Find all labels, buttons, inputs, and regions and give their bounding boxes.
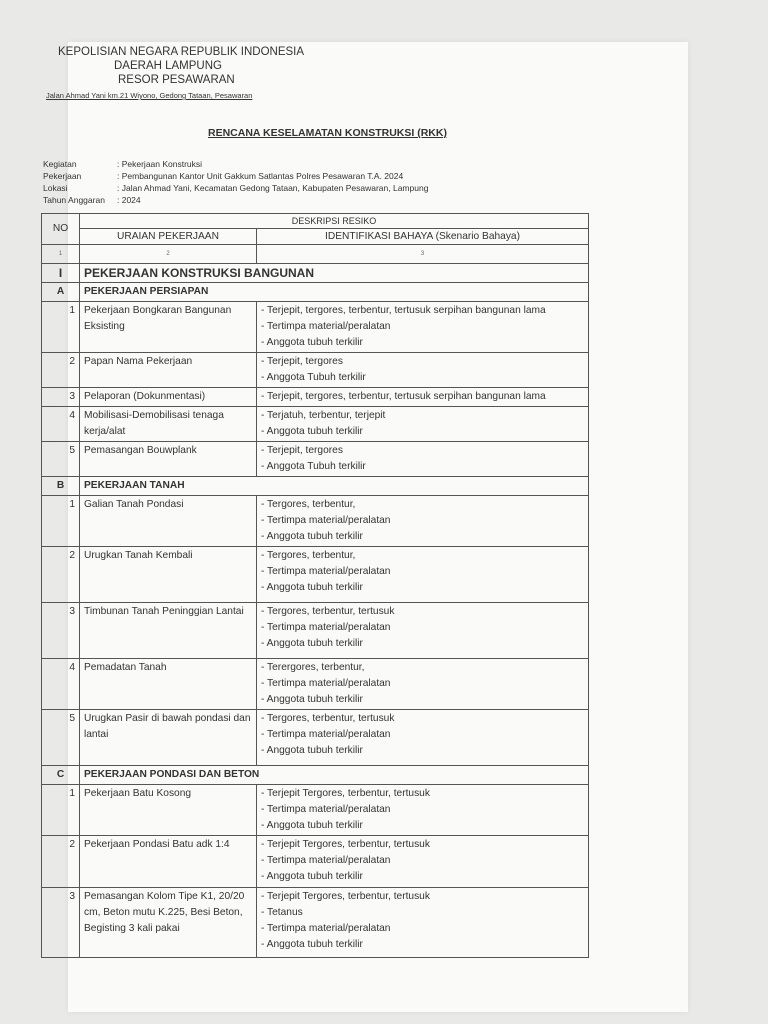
row-number: 2 <box>42 547 80 603</box>
hazard-item: - Terjepit, tergores <box>261 445 343 456</box>
col-identifikasi-header: IDENTIFIKASI BAHAYA (Skenario Bahaya) <box>257 229 589 245</box>
hazard-list <box>257 547 589 603</box>
hazard-list <box>257 353 589 388</box>
row-number: 2 <box>42 836 80 888</box>
group-row <box>42 477 589 496</box>
meta-label: Lokasi <box>43 183 68 193</box>
work-item: Pekerjaan Batu Kosong <box>80 785 257 836</box>
hazard-item: - Tergores, terbentur, <box>261 550 356 561</box>
hazard-item: - Tertimpa material/peralatan <box>261 923 391 934</box>
hazard-list <box>257 836 589 888</box>
document-title: RENCANA KESELAMATAN KONSTRUKSI (RKK) <box>208 127 447 139</box>
row-number: 4 <box>42 659 80 710</box>
group-letter: B <box>42 477 80 496</box>
meta-row <box>43 194 428 206</box>
col-no-header: NO <box>42 214 80 245</box>
meta-value: : 2024 <box>117 195 141 205</box>
table-row <box>42 603 589 659</box>
column-number-row <box>42 245 589 264</box>
work-item: Pemasangan Kolom Tipe K1, 20/20 cm, Beton mutu K.225, Besi Beton, Begisting 3 kali pakai <box>80 888 257 958</box>
table-row <box>42 888 589 958</box>
hazard-item: - Terjepit Tergores, terbentur, tertusuk <box>261 891 430 902</box>
row-number: 2 <box>42 353 80 388</box>
hazard-item: - Tergores, terbentur, <box>261 499 356 510</box>
hazard-item: - Tertimpa material/peralatan <box>261 622 391 633</box>
meta-label: Tahun Anggaran <box>43 195 105 205</box>
hazard-item: - Anggota tubuh terkilir <box>261 939 363 950</box>
hazard-item: - Terergores, terbentur, <box>261 662 365 673</box>
group-letter: A <box>42 283 80 302</box>
meta-row <box>43 158 428 170</box>
row-number: 1 <box>42 785 80 836</box>
work-item: Timbunan Tanah Peninggian Lantai <box>80 603 257 659</box>
table-row <box>42 547 589 603</box>
hazard-item: - Terjepit Tergores, terbentur, tertusuk <box>261 788 430 799</box>
risk-table <box>41 213 589 958</box>
hazard-item: - Anggota Tubuh terkilir <box>261 461 366 472</box>
hazard-item: - Tertimpa material/peralatan <box>261 729 391 740</box>
work-item: Galian Tanah Pondasi <box>80 496 257 547</box>
meta-row <box>43 182 428 194</box>
hazard-list <box>257 785 589 836</box>
hazard-item: - Anggota Tubuh terkilir <box>261 372 366 383</box>
hazard-list <box>257 888 589 958</box>
work-item: Pemadatan Tanah <box>80 659 257 710</box>
hazard-item: - Tertimpa material/peralatan <box>261 678 391 689</box>
hazard-item: - Anggota tubuh terkilir <box>261 871 363 882</box>
table-row <box>42 442 589 477</box>
section-number: I <box>42 264 80 283</box>
hazard-item: - Terjatuh, terbentur, terjepit <box>261 410 386 421</box>
row-number: 1 <box>42 496 80 547</box>
table-row <box>42 388 589 407</box>
hazard-list <box>257 496 589 547</box>
hazard-item: - Tertimpa material/peralatan <box>261 515 391 526</box>
work-item: Pekerjaan Bongkaran Bangunan Eksisting <box>80 302 257 353</box>
hazard-item: - Anggota tubuh terkilir <box>261 694 363 705</box>
column-number: 2 <box>80 245 257 264</box>
hazard-item: - Terjepit, tergores, terbentur, tertusuk serpihan bangunan lama <box>261 391 546 402</box>
table-row <box>42 407 589 442</box>
group-title: PEKERJAAN PERSIAPAN <box>80 283 589 302</box>
row-number: 3 <box>42 388 80 407</box>
work-item: Pelaporan (Dokunmentasi) <box>80 388 257 407</box>
hazard-item: - Anggota tubuh terkilir <box>261 531 363 542</box>
work-item: Urugkan Tanah Kembali <box>80 547 257 603</box>
table-row <box>42 496 589 547</box>
hazard-item: - Anggota tubuh terkilir <box>261 820 363 831</box>
row-number: 5 <box>42 442 80 477</box>
work-item: Papan Nama Pekerjaan <box>80 353 257 388</box>
letterhead <box>46 45 305 103</box>
group-title: PEKERJAAN PONDASI DAN BETON <box>80 766 589 785</box>
hazard-list <box>257 603 589 659</box>
table-header-row <box>42 214 589 229</box>
row-number: 3 <box>42 603 80 659</box>
meta-value: : Pekerjaan Konstruksi <box>117 159 203 169</box>
letterhead-line3: RESOR PESAWARAN <box>118 74 235 86</box>
table-row <box>42 659 589 710</box>
row-number: 4 <box>42 407 80 442</box>
group-row <box>42 766 589 785</box>
hazard-item: - Anggota tubuh terkilir <box>261 745 363 756</box>
hazard-list <box>257 710 589 766</box>
hazard-item: - Anggota tubuh terkilir <box>261 426 363 437</box>
hazard-item: - Terjepit, tergores <box>261 356 343 367</box>
hazard-item: - Anggota tubuh terkilir <box>261 638 363 649</box>
hazard-item: - Anggota tubuh terkilir <box>261 582 363 593</box>
hazard-list <box>257 659 589 710</box>
section-title: PEKERJAAN KONSTRUKSI BANGUNAN <box>80 264 589 283</box>
letterhead-address: Jalan Ahmad Yani km.21 Wiyono, Gedong Tataan, Pesawaran <box>46 91 253 100</box>
section-row <box>42 264 589 283</box>
column-number: 1 <box>42 245 80 264</box>
work-item: Mobilisasi-Demobilisasi tenaga kerja/alat <box>80 407 257 442</box>
hazard-item: - Tertimpa material/peralatan <box>261 566 391 577</box>
work-item: Urugkan Pasir di bawah pondasi dan lantai <box>80 710 257 766</box>
letterhead-line1: KEPOLISIAN NEGARA REPUBLIK INDONESIA <box>58 46 305 58</box>
letterhead-line2: DAERAH LAMPUNG <box>114 60 222 72</box>
hazard-item: - Tertimpa material/peralatan <box>261 855 391 866</box>
meta-label: Kegiatan <box>43 159 77 169</box>
col-uraian-header: URAIAN PEKERJAAN <box>80 229 257 245</box>
row-number: 3 <box>42 888 80 958</box>
column-number: 3 <box>257 245 589 264</box>
table-row <box>42 710 589 766</box>
hazard-list <box>257 388 589 407</box>
hazard-item: - Tertimpa material/peralatan <box>261 804 391 815</box>
meta-label: Pekerjaan <box>43 171 82 181</box>
table-row <box>42 353 589 388</box>
hazard-item: - Terjepit Tergores, terbentur, tertusuk <box>261 839 430 850</box>
table-subheader-row <box>42 229 589 245</box>
meta-row <box>43 170 428 182</box>
hazard-item: - Tetanus <box>261 907 303 918</box>
hazard-list <box>257 407 589 442</box>
table-row <box>42 785 589 836</box>
hazard-item: - Tergores, terbentur, tertusuk <box>261 606 395 617</box>
hazard-item: - Tertimpa material/peralatan <box>261 321 391 332</box>
group-title: PEKERJAAN TANAH <box>80 477 589 496</box>
table-row <box>42 302 589 353</box>
group-row <box>42 283 589 302</box>
col-desc-header: DESKRIPSI RESIKO <box>80 214 589 229</box>
row-number: 5 <box>42 710 80 766</box>
hazard-list <box>257 442 589 477</box>
project-meta <box>43 158 428 206</box>
table-row <box>42 836 589 888</box>
hazard-item: - Tergores, terbentur, tertusuk <box>261 713 395 724</box>
group-letter: C <box>42 766 80 785</box>
work-item: Pemasangan Bouwplank <box>80 442 257 477</box>
hazard-item: - Anggota tubuh terkilir <box>261 337 363 348</box>
hazard-item: - Terjepit, tergores, terbentur, tertusuk serpihan bangunan lama <box>261 305 546 316</box>
meta-value: : Jalan Ahmad Yani, Kecamatan Gedong Tataan, Kabupaten Pesawaran, Lampung <box>117 183 429 193</box>
work-item: Pekerjaan Pondasi Batu adk 1:4 <box>80 836 257 888</box>
hazard-list <box>257 302 589 353</box>
meta-value: : Pembangunan Kantor Unit Gakkum Satlantas Polres Pesawaran T.A. 2024 <box>117 171 404 181</box>
row-number: 1 <box>42 302 80 353</box>
